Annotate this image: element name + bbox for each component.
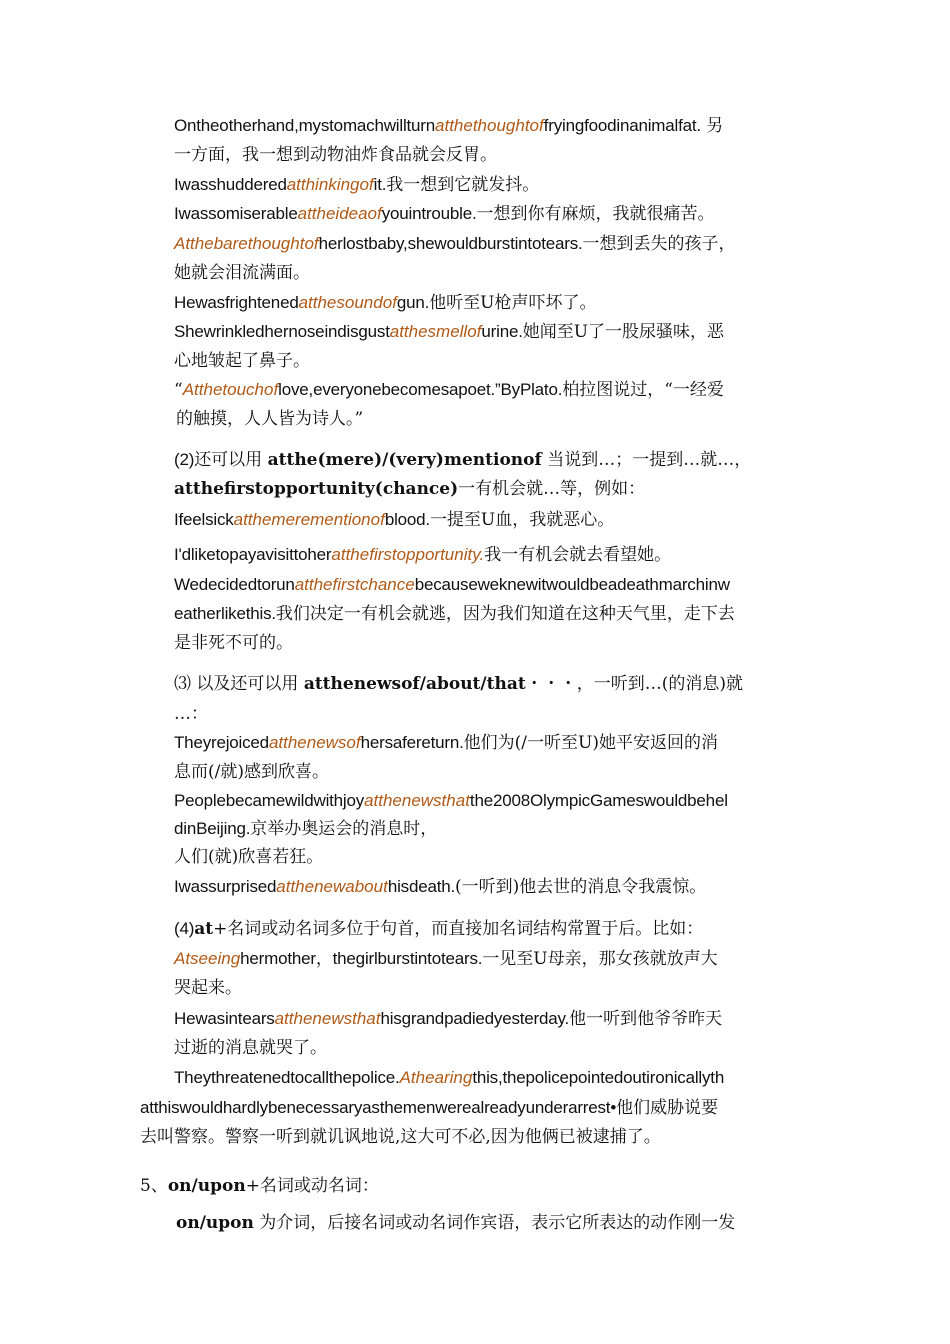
text-segment: fryingfoodinanimalfat. xyxy=(543,116,701,135)
text-segment: Iwassomiserable xyxy=(174,204,298,223)
text-line xyxy=(174,350,310,372)
text-segment: 人们(就)欣喜若狂。 xyxy=(174,847,324,867)
text-segment: 一方面，我一想到动物油炸食品就会反胃。 xyxy=(174,145,497,165)
highlighted-phrase: atthenewabout xyxy=(276,877,388,896)
text-line xyxy=(140,1126,661,1148)
text-line xyxy=(174,876,706,898)
text-segment: 一想到丢失的孩子， xyxy=(582,234,736,254)
bold-phrase: on/upon xyxy=(176,1213,254,1233)
text-segment: 他听至U枪声吓坏了。 xyxy=(429,293,597,313)
text-segment: 5、 xyxy=(140,1176,168,1196)
text-segment: 他们为(/一听至U)她平安返回的消 xyxy=(463,733,718,753)
text-line xyxy=(174,703,208,725)
text-segment: 我一想到它就发抖。 xyxy=(386,175,540,195)
text-segment: hisgrandpadiedyesterday. xyxy=(380,1009,570,1028)
text-segment: hermother，thegirlburstintotears. xyxy=(240,949,483,968)
text-line xyxy=(174,262,310,284)
text-line xyxy=(174,203,715,225)
text-segment: 是非死不可的。 xyxy=(174,633,293,653)
text-segment: …： xyxy=(174,704,208,724)
text-segment: 息而(/就)感到欣喜。 xyxy=(174,762,329,782)
text-line xyxy=(174,379,724,401)
text-segment: 去叫警察。警察一听到就讥讽地说,这大可不必,因为他俩已被逮捕了。 xyxy=(140,1127,661,1147)
text-line xyxy=(174,144,497,166)
text-segment: ・・・，一听到…(的消息)就 xyxy=(525,674,743,694)
text-segment: Ontheotherhand,mystomachwillturn xyxy=(174,116,436,135)
text-line xyxy=(174,321,724,343)
highlighted-phrase: atthefirstopportunity. xyxy=(331,545,485,564)
text-line xyxy=(174,918,703,940)
text-segment: Theythreatenedtocallthepolice. xyxy=(174,1068,400,1087)
highlighted-phrase: Atseeing xyxy=(174,949,241,968)
text-segment: dinBeijing. xyxy=(174,819,251,838)
bold-phrase: on/upon xyxy=(167,1176,246,1196)
text-segment: 京举办奥运会的消息时， xyxy=(250,819,438,839)
text-segment: Shewrinkledhernoseindisgust xyxy=(174,322,390,341)
text-segment: “ xyxy=(174,380,183,400)
highlighted-phrase: Atthebarethoughtof xyxy=(174,234,319,253)
text-segment: gun. xyxy=(396,293,430,312)
text-line xyxy=(174,233,736,255)
text-segment: 另 xyxy=(700,116,724,136)
text-segment: atthiswouldhardlybenecessaryasthemenwerealreadyunderarrest• xyxy=(140,1098,617,1117)
text-line xyxy=(174,948,718,970)
text-segment: 心地皱起了鼻子。 xyxy=(174,351,310,371)
text-segment: 我一有机会就去看望她。 xyxy=(484,545,672,565)
text-line xyxy=(176,1212,735,1234)
text-line xyxy=(174,1067,724,1089)
text-line xyxy=(174,846,323,868)
highlighted-phrase: Athearing xyxy=(399,1068,473,1087)
text-segment: 他们威胁说要 xyxy=(616,1098,719,1118)
text-segment: the2008OlympicGameswouldbehel xyxy=(469,791,728,810)
bold-phrase: atthefirstopportunity(chance) xyxy=(174,479,459,499)
text-segment: 我们决定一有机会就逃，因为我们知道在这种天气里，走下去 xyxy=(275,604,735,624)
highlighted-phrase: atthenewsthat xyxy=(364,791,470,810)
text-line xyxy=(174,603,735,625)
highlighted-phrase: atthethoughtof xyxy=(435,116,544,135)
text-segment: it. xyxy=(373,175,387,194)
text-line xyxy=(140,1175,379,1197)
text-segment: urine. xyxy=(481,322,523,341)
text-segment: becauseweknewitwouldbeadeathmarchinw xyxy=(414,575,730,594)
text-segment: +名词或动名词： xyxy=(245,1176,379,1196)
text-segment: 一有机会就…等，例如： xyxy=(458,479,646,499)
text-segment: 她就会泪流满面。 xyxy=(174,263,310,283)
text-segment: (2) xyxy=(174,450,195,469)
text-segment: blood. xyxy=(384,510,430,529)
text-segment: eatherlikethis. xyxy=(174,604,276,623)
text-segment: (一听到)他去世的消息令我震惊。 xyxy=(455,877,707,897)
text-segment: Theyrejoiced xyxy=(174,733,269,752)
text-segment: hersafereturn. xyxy=(360,733,464,752)
text-segment: Hewasintears xyxy=(174,1009,275,1028)
bold-phrase: atthenewsof/about/that xyxy=(303,674,526,694)
text-line xyxy=(174,544,671,566)
text-segment: 的触摸，人人皆为诗人。” xyxy=(176,409,364,429)
text-line xyxy=(174,574,730,596)
text-segment: herlostbaby,shewouldburstintotears. xyxy=(318,234,583,253)
text-segment: 一见至U母亲，那女孩就放声大 xyxy=(482,949,718,969)
highlighted-phrase: atthesmellof xyxy=(389,322,482,341)
highlighted-phrase: Atthetouchof xyxy=(182,380,279,399)
text-segment: (4) xyxy=(174,919,195,938)
highlighted-phrase: atthenewsthat xyxy=(274,1009,381,1028)
highlighted-phrase: attheideaof xyxy=(297,204,382,223)
text-segment: youintrouble. xyxy=(381,204,477,223)
text-line xyxy=(174,732,718,754)
text-segment: love,everyonebecomesapoet.”ByPlato. xyxy=(278,380,563,399)
text-line xyxy=(174,673,743,695)
text-segment: 还可以用 xyxy=(194,450,268,470)
text-line xyxy=(174,818,437,840)
text-segment: 一提至U血，我就恶心。 xyxy=(429,510,615,530)
text-segment: 过逝的消息就哭了。 xyxy=(174,1038,327,1058)
bold-phrase: atthe(mere)/(very)mentionof xyxy=(267,450,542,470)
text-line xyxy=(174,174,539,196)
text-line xyxy=(174,1008,722,1030)
text-line xyxy=(140,1097,718,1119)
text-segment: +名词或动名词多位于句首，而直接加名词结构常置于后。比如： xyxy=(213,919,704,939)
bold-phrase: at xyxy=(194,919,214,939)
text-segment: 一想到你有麻烦，我就很痛苦。 xyxy=(476,204,715,224)
text-line xyxy=(174,478,645,500)
text-segment: Iwassurprised xyxy=(174,877,277,896)
text-segment: Peoplebecamewildwithjoy xyxy=(174,791,365,810)
text-line xyxy=(174,790,728,812)
text-segment: 为介词，后接名词或动名词作宾语，表示它所表达的动作刚一发 xyxy=(253,1213,736,1233)
highlighted-phrase: atthinkingof xyxy=(286,175,374,194)
highlighted-phrase: atthesoundof xyxy=(298,293,397,312)
text-segment: Ifeelsick xyxy=(174,510,234,529)
text-line xyxy=(174,761,329,783)
text-line xyxy=(174,632,293,654)
highlighted-phrase: atthefirstchance xyxy=(294,575,415,594)
highlighted-phrase: atthenewsof xyxy=(268,733,361,752)
text-segment: 哭起来。 xyxy=(174,978,242,998)
text-segment: this,thepolicepointedoutironicallyth xyxy=(472,1068,725,1087)
text-segment: 当说到…；一提到…就…， xyxy=(541,450,752,470)
text-segment: Iwasshuddered xyxy=(174,175,287,194)
text-segment: 他一听到他爷爷昨天 xyxy=(569,1009,723,1029)
text-segment: hisdeath. xyxy=(387,877,456,896)
text-segment: 她闻至U了一股尿骚味，恶 xyxy=(522,322,725,342)
text-line xyxy=(174,292,597,314)
text-line xyxy=(174,1037,327,1059)
text-line xyxy=(174,449,751,471)
text-segment: ⑶ 以及还可以用 xyxy=(174,674,304,694)
text-line xyxy=(174,977,242,999)
highlighted-phrase: atthemerementionof xyxy=(233,510,385,529)
text-line xyxy=(176,408,363,430)
text-segment: Wedecidedtorun xyxy=(174,575,295,594)
text-segment: 柏拉图说过，“一经爱 xyxy=(562,380,724,400)
text-segment: I'dliketopayavisittoher xyxy=(174,545,332,564)
text-line xyxy=(174,509,614,531)
text-line xyxy=(174,115,723,137)
text-segment: Hewasfrightened xyxy=(174,293,299,312)
